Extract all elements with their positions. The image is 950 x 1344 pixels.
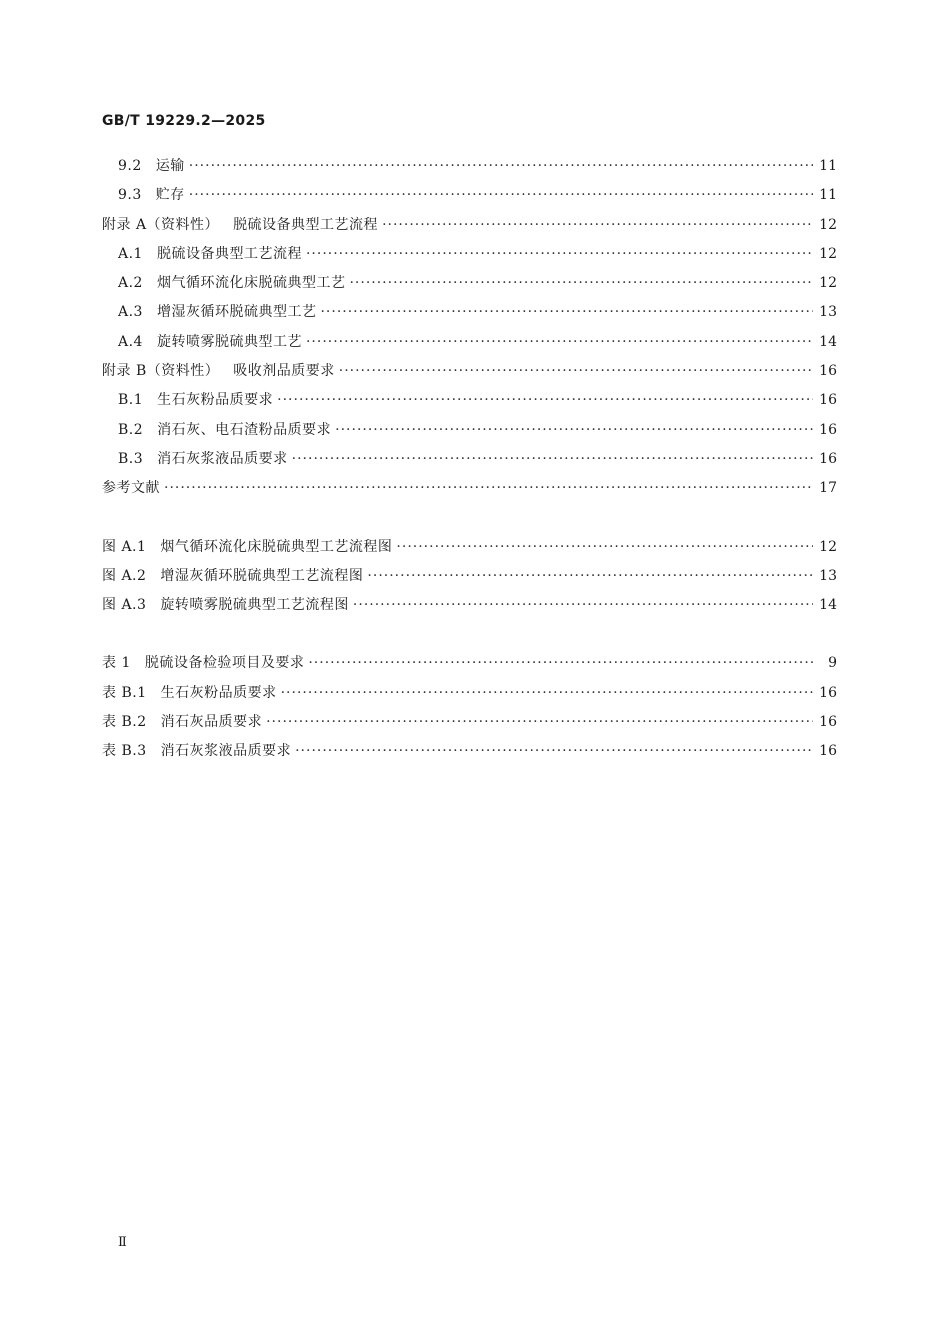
- toc-entry-title: 旋转喷雾脱硫典型工艺流程图: [160, 597, 349, 614]
- toc-leader-dots: [335, 416, 813, 445]
- toc-leader-dots: [189, 181, 813, 210]
- toc-entry[interactable]: [102, 181, 837, 210]
- toc-entry-label: [102, 708, 262, 737]
- table-list-entry[interactable]: [102, 708, 837, 737]
- toc-entry-number: B.1: [118, 392, 144, 409]
- toc-leader-dots: [353, 591, 813, 620]
- toc-entry-title: 烟气循环流化床脱硫典型工艺: [156, 275, 346, 292]
- toc-entry-page: 12: [819, 538, 837, 555]
- table-list-entry[interactable]: [102, 737, 837, 766]
- toc-entry-label: [102, 649, 304, 678]
- toc-entry-label: [118, 240, 302, 269]
- toc-entry[interactable]: [102, 211, 837, 240]
- toc-entry-number: B.3: [118, 450, 144, 467]
- toc-entry-label: [102, 737, 291, 766]
- toc-entry-title: 贮存: [155, 187, 185, 204]
- toc-entry-label: [118, 328, 302, 357]
- toc-entry-title: 烟气循环流化床脱硫典型工艺流程图: [160, 538, 393, 555]
- toc-entry-title: 脱硫设备典型工艺流程: [233, 216, 379, 233]
- toc-entry-title: 消石灰浆液品质要求: [160, 743, 292, 760]
- toc-entry[interactable]: [102, 474, 837, 503]
- toc-entry-label: [102, 591, 349, 620]
- toc-entry-label: [118, 386, 273, 415]
- toc-leader-dots: [396, 533, 813, 562]
- toc-entry-page: 13: [819, 304, 837, 321]
- toc-leader-dots: [306, 328, 813, 357]
- table-of-contents: [102, 152, 837, 796]
- toc-leader-dots: [277, 386, 813, 415]
- toc-entry-label: [102, 211, 378, 240]
- toc-entry-page: 16: [819, 714, 837, 731]
- toc-entry-page: 14: [819, 597, 837, 614]
- toc-entry-number: A.4: [118, 333, 143, 350]
- toc-entry-page: 11: [819, 158, 837, 174]
- toc-entry[interactable]: [102, 357, 837, 386]
- toc-entry-title: 脱硫设备检验项目及要求: [144, 655, 305, 672]
- toc-entry-page: 12: [819, 275, 837, 292]
- toc-entry-title: 消石灰品质要求: [160, 714, 263, 731]
- toc-figures: [102, 533, 837, 621]
- toc-entry-page: 16: [819, 743, 837, 760]
- toc-sections: [102, 152, 837, 504]
- toc-entry-title: 运输: [155, 158, 185, 174]
- toc-entry[interactable]: [102, 328, 837, 357]
- toc-entry-label: [102, 562, 363, 591]
- toc-entry-number: 图 A.2: [102, 567, 147, 584]
- toc-entry-number: 附录 B（资料性）: [102, 363, 220, 380]
- toc-entry-number: A.3: [118, 304, 143, 321]
- toc-entry-page: 14: [819, 333, 837, 350]
- toc-entry-number: A.1: [118, 245, 143, 262]
- toc-entry-page: 16: [819, 450, 837, 467]
- toc-entry-number: 表 1: [102, 655, 131, 672]
- toc-entry-label: [102, 474, 160, 503]
- toc-entry-number: 图 A.1: [102, 538, 147, 555]
- toc-entry-page: 16: [819, 421, 837, 438]
- toc-entry[interactable]: [102, 269, 837, 298]
- toc-entry-page: 16: [819, 392, 837, 409]
- toc-entry-title: 增湿灰循环脱硫典型工艺流程图: [160, 567, 364, 584]
- toc-entry-title: 脱硫设备典型工艺流程: [156, 245, 302, 262]
- table-list-entry[interactable]: [102, 649, 837, 678]
- toc-entry-title: 参考文献: [102, 480, 160, 497]
- toc-entry-number: 图 A.3: [102, 597, 147, 614]
- toc-entry-number: 附录 A（资料性）: [102, 216, 220, 233]
- toc-entry-page: 16: [819, 684, 837, 701]
- toc-entry-number: 9.3: [118, 187, 142, 204]
- toc-leader-dots: [320, 298, 813, 327]
- toc-entry-label: [118, 152, 185, 181]
- toc-leader-dots: [339, 357, 813, 386]
- toc-entry-label: [118, 298, 316, 327]
- toc-leader-dots: [367, 562, 813, 591]
- toc-entry-number: 表 B.3: [102, 743, 147, 760]
- toc-entry-title: 消石灰、电石渣粉品质要求: [157, 421, 332, 438]
- toc-entry[interactable]: [102, 416, 837, 445]
- toc-entry-title: 生石灰粉品质要求: [160, 684, 277, 701]
- toc-entry-page: 12: [819, 216, 837, 233]
- toc-entry-page: 16: [819, 363, 837, 380]
- toc-entry-title: 生石灰粉品质要求: [157, 392, 274, 409]
- toc-entry-number: 表 B.1: [102, 684, 147, 701]
- toc-entry-number: B.2: [118, 421, 144, 438]
- toc-entry-label: [102, 679, 277, 708]
- toc-entry-title: 消石灰浆液品质要求: [157, 450, 288, 467]
- toc-leader-dots: [349, 269, 813, 298]
- toc-entry-label: [102, 533, 392, 562]
- page-number: Ⅱ: [118, 1235, 127, 1250]
- toc-entry[interactable]: [102, 152, 837, 181]
- toc-leader-dots: [189, 152, 813, 181]
- toc-leader-dots: [281, 679, 813, 708]
- toc-entry-number: A.2: [118, 275, 143, 292]
- toc-entry-label: [118, 181, 185, 210]
- toc-leader-dots: [266, 708, 813, 737]
- toc-entry[interactable]: [102, 445, 837, 474]
- toc-entry-page: 11: [819, 187, 837, 204]
- toc-entry-label: [118, 416, 331, 445]
- toc-entry-page: 9: [828, 655, 837, 672]
- toc-leader-dots: [292, 445, 813, 474]
- toc-entry-label: [118, 445, 288, 474]
- figure-list-entry[interactable]: [102, 562, 837, 591]
- toc-entry-page: 13: [819, 567, 837, 584]
- toc-entry-title: 增湿灰循环脱硫典型工艺: [156, 304, 317, 321]
- toc-leader-dots: [306, 240, 813, 269]
- toc-entry-page: 17: [819, 480, 837, 497]
- toc-leader-dots: [164, 474, 813, 503]
- toc-entry-title: 吸收剂品质要求: [233, 363, 335, 380]
- toc-entry[interactable]: [102, 386, 837, 415]
- toc-leader-dots: [295, 737, 813, 766]
- toc-entry-number: 9.2: [118, 158, 142, 174]
- toc-entry-label: [118, 269, 345, 298]
- figure-list-entry[interactable]: [102, 591, 837, 620]
- toc-tables: [102, 649, 837, 766]
- toc-entry-title: 旋转喷雾脱硫典型工艺: [156, 333, 302, 350]
- toc-entry-label: [102, 357, 335, 386]
- toc-entry-number: 表 B.2: [102, 714, 147, 731]
- figure-list-entry[interactable]: [102, 533, 837, 562]
- toc-leader-dots: [382, 211, 813, 240]
- toc-entry-page: 12: [819, 245, 837, 262]
- toc-entry[interactable]: [102, 298, 837, 327]
- standard-number: GB/T 19229.2—2025: [102, 113, 266, 129]
- table-list-entry[interactable]: [102, 679, 837, 708]
- toc-leader-dots: [308, 649, 813, 678]
- toc-entry[interactable]: [102, 240, 837, 269]
